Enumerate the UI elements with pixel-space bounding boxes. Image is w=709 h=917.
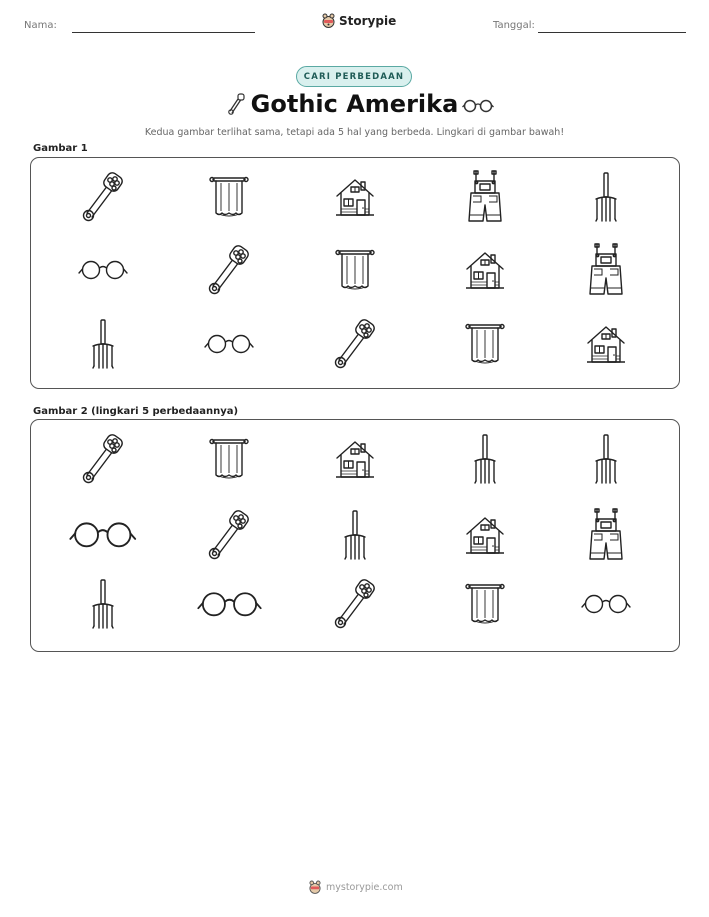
picture-2-safety-pin-icon[interactable] [331, 578, 379, 630]
glasses-icon [78, 259, 128, 281]
picture-1-pitchfork-icon [591, 171, 621, 223]
picture-1-label: Gambar 1 [33, 143, 88, 154]
picture-1-curtain-icon [209, 175, 249, 219]
picture-1-house-icon [333, 175, 377, 219]
picture-1-glasses-icon [204, 333, 254, 355]
footer-url: mystorypie.com [326, 881, 403, 893]
overalls-icon [465, 169, 505, 225]
house-icon [584, 322, 628, 366]
safety-pin-icon [205, 509, 253, 561]
picture-1-house-icon [463, 248, 507, 292]
name-line[interactable] [72, 32, 255, 33]
activity-badge: CARI PERBEDAAN [296, 66, 412, 87]
picture-1-overalls-icon [586, 242, 626, 298]
picture-2-glasses-icon[interactable] [69, 520, 137, 550]
picture-1-pitchfork-icon [88, 318, 118, 370]
picture-2-pitchfork-icon[interactable] [591, 433, 621, 485]
safety-pin-icon [331, 318, 379, 370]
glasses-icon [581, 593, 631, 615]
glasses-icon [204, 333, 254, 355]
glasses-icon [197, 590, 262, 619]
picture-2-curtain-icon[interactable] [465, 582, 505, 626]
safety-pin-icon [79, 433, 127, 485]
picture-2-safety-pin-icon[interactable] [205, 509, 253, 561]
overalls-icon [586, 242, 626, 298]
date-line[interactable] [538, 32, 686, 33]
picture-1-curtain-icon [335, 248, 375, 292]
brand-logo [322, 13, 396, 28]
picture-2-glasses-icon[interactable] [197, 590, 262, 619]
picture-2-label: Gambar 2 (lingkari 5 perbedaannya) [33, 406, 239, 417]
picture-2-overalls-icon[interactable] [586, 507, 626, 563]
picture-1-house-icon [584, 322, 628, 366]
pitchfork-icon [88, 578, 118, 630]
picture-1-safety-pin-icon [79, 171, 127, 223]
safety-pin-icon [79, 171, 127, 223]
curtain-icon [209, 437, 249, 481]
picture-1-safety-pin-icon [331, 318, 379, 370]
pitchfork-icon [591, 171, 621, 223]
picture-2-pitchfork-icon[interactable] [340, 509, 370, 561]
curtain-icon [335, 248, 375, 292]
date-label: Tanggal: [493, 20, 535, 31]
picture-2-house-icon[interactable] [463, 513, 507, 557]
storypie-logo-icon [322, 13, 335, 28]
curtain-icon [465, 322, 505, 366]
footer [309, 880, 403, 894]
house-icon [463, 248, 507, 292]
glasses-icon [462, 99, 494, 113]
instructions: Kedua gambar terlihat sama, tetapi ada 5 hal yang berbeda. Lingkari di gambar bawah! [144, 127, 565, 138]
storypie-logo-icon [309, 880, 321, 894]
house-icon [463, 513, 507, 557]
picture-2-pitchfork-icon[interactable] [88, 578, 118, 630]
pitchfork-icon [340, 509, 370, 561]
safety-pin-icon [205, 244, 253, 296]
house-icon [333, 175, 377, 219]
curtain-icon [209, 175, 249, 219]
overalls-icon [586, 507, 626, 563]
picture-2-curtain-icon[interactable] [209, 437, 249, 481]
picture-2-safety-pin-icon[interactable] [79, 433, 127, 485]
picture-1-curtain-icon [465, 322, 505, 366]
pitchfork-icon [591, 433, 621, 485]
picture-1-glasses-icon [78, 259, 128, 281]
page-title: Gothic Amerika [250, 90, 459, 118]
picture-2-glasses-icon[interactable] [581, 593, 631, 615]
curtain-icon [465, 582, 505, 626]
safety-pin-icon [331, 578, 379, 630]
picture-2-house-icon[interactable] [333, 437, 377, 481]
picture-1-overalls-icon [465, 169, 505, 225]
pitchfork-icon [88, 318, 118, 370]
pitchfork-icon [470, 433, 500, 485]
glasses-icon [69, 520, 137, 550]
brand-name: Storypie [339, 13, 397, 28]
picture-2-pitchfork-icon[interactable] [470, 433, 500, 485]
house-icon [333, 437, 377, 481]
name-label: Nama: [24, 20, 57, 31]
picture-1-safety-pin-icon [205, 244, 253, 296]
